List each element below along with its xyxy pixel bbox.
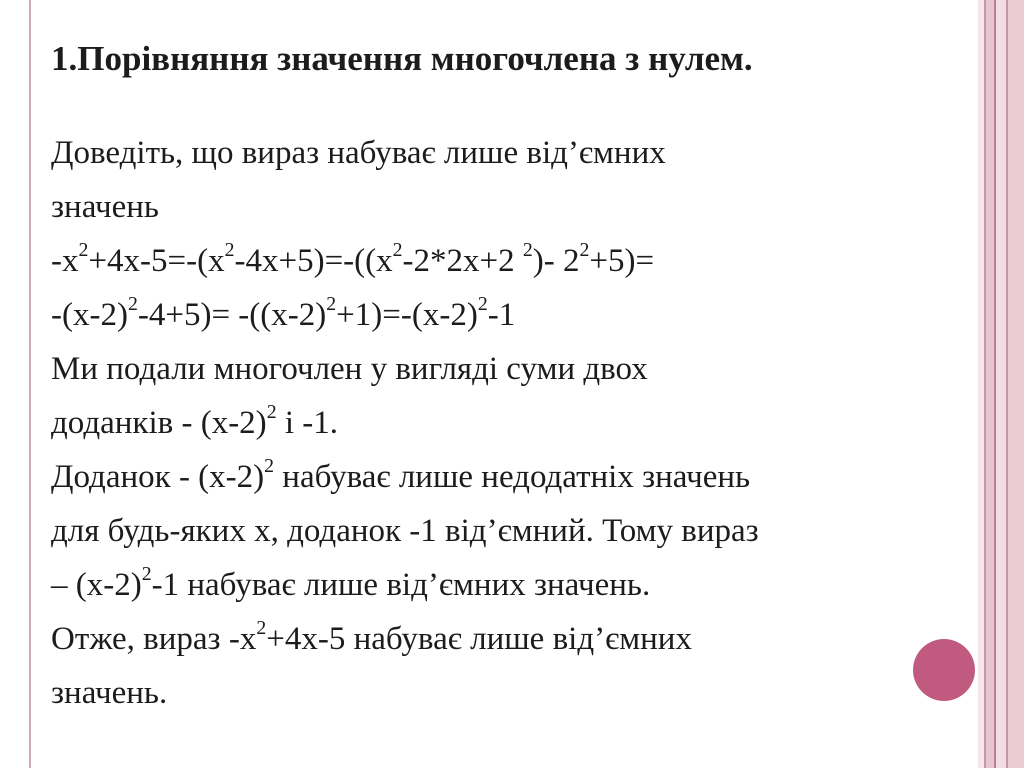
superscript-exponent: 2 (522, 239, 533, 262)
text-segment: -x (51, 243, 79, 279)
text-segment: – (x-2) (51, 567, 142, 603)
superscript-exponent: 2 (326, 293, 337, 316)
body-line (51, 396, 976, 450)
text-segment: )- 2 (532, 243, 580, 279)
text-segment: Отже, вираз -x (51, 621, 257, 657)
body-line (51, 180, 976, 234)
body-line (51, 234, 976, 288)
body-line (51, 558, 976, 612)
body-line (51, 504, 976, 558)
superscript-exponent: 2 (392, 239, 403, 262)
text-segment: Доданок - (x-2) (51, 459, 265, 495)
superscript-exponent: 2 (127, 293, 138, 316)
superscript-exponent: 2 (78, 239, 89, 262)
superscript-exponent: 2 (579, 239, 590, 262)
slide-title: 1.Порівняння значення многочлена з нулем. (51, 39, 753, 78)
text-segment: і -1. (276, 405, 338, 441)
text-segment: +5)= (589, 243, 655, 279)
text-segment: значень (51, 189, 159, 225)
text-segment: для будь-яких x, доданок -1 від’ємний. Тому вираз (51, 513, 759, 549)
text-segment: -1 (487, 297, 516, 333)
body-line (51, 126, 976, 180)
slide-body-text (51, 126, 976, 720)
text-segment: -4x+5)=-((x (234, 243, 393, 279)
text-segment: Ми подали многочлен у вигляді суми двох (51, 351, 648, 387)
text-segment: набуває лише недодатніх значень (274, 459, 751, 495)
text-segment: -2*2x+2 (402, 243, 523, 279)
text-segment: +1)=-(x-2) (336, 297, 478, 333)
superscript-exponent: 2 (256, 617, 267, 640)
text-segment: -(x-2) (51, 297, 128, 333)
slide-content (51, 34, 976, 720)
text-segment: +4x-5=-(x (88, 243, 225, 279)
superscript-exponent: 2 (266, 401, 277, 424)
superscript-exponent: 2 (477, 293, 488, 316)
text-segment: доданків - (x-2) (51, 405, 267, 441)
text-segment: значень. (51, 675, 168, 711)
text-segment: -4+5)= -((x-2) (137, 297, 327, 333)
body-line (51, 450, 976, 504)
body-line (51, 288, 976, 342)
left-border-line (29, 0, 31, 768)
text-segment: Доведіть, що вираз набуває лише від’ємних (51, 135, 666, 171)
body-line (51, 666, 976, 720)
body-line (51, 612, 976, 666)
superscript-exponent: 2 (224, 239, 235, 262)
superscript-exponent: 2 (141, 563, 152, 586)
right-decorative-stripes (978, 0, 1024, 768)
body-line (51, 342, 976, 396)
text-segment: -1 набуває лише від’ємних значень. (151, 567, 651, 603)
superscript-exponent: 2 (264, 455, 275, 478)
text-segment: +4x-5 набуває лише від’ємних (266, 621, 692, 657)
